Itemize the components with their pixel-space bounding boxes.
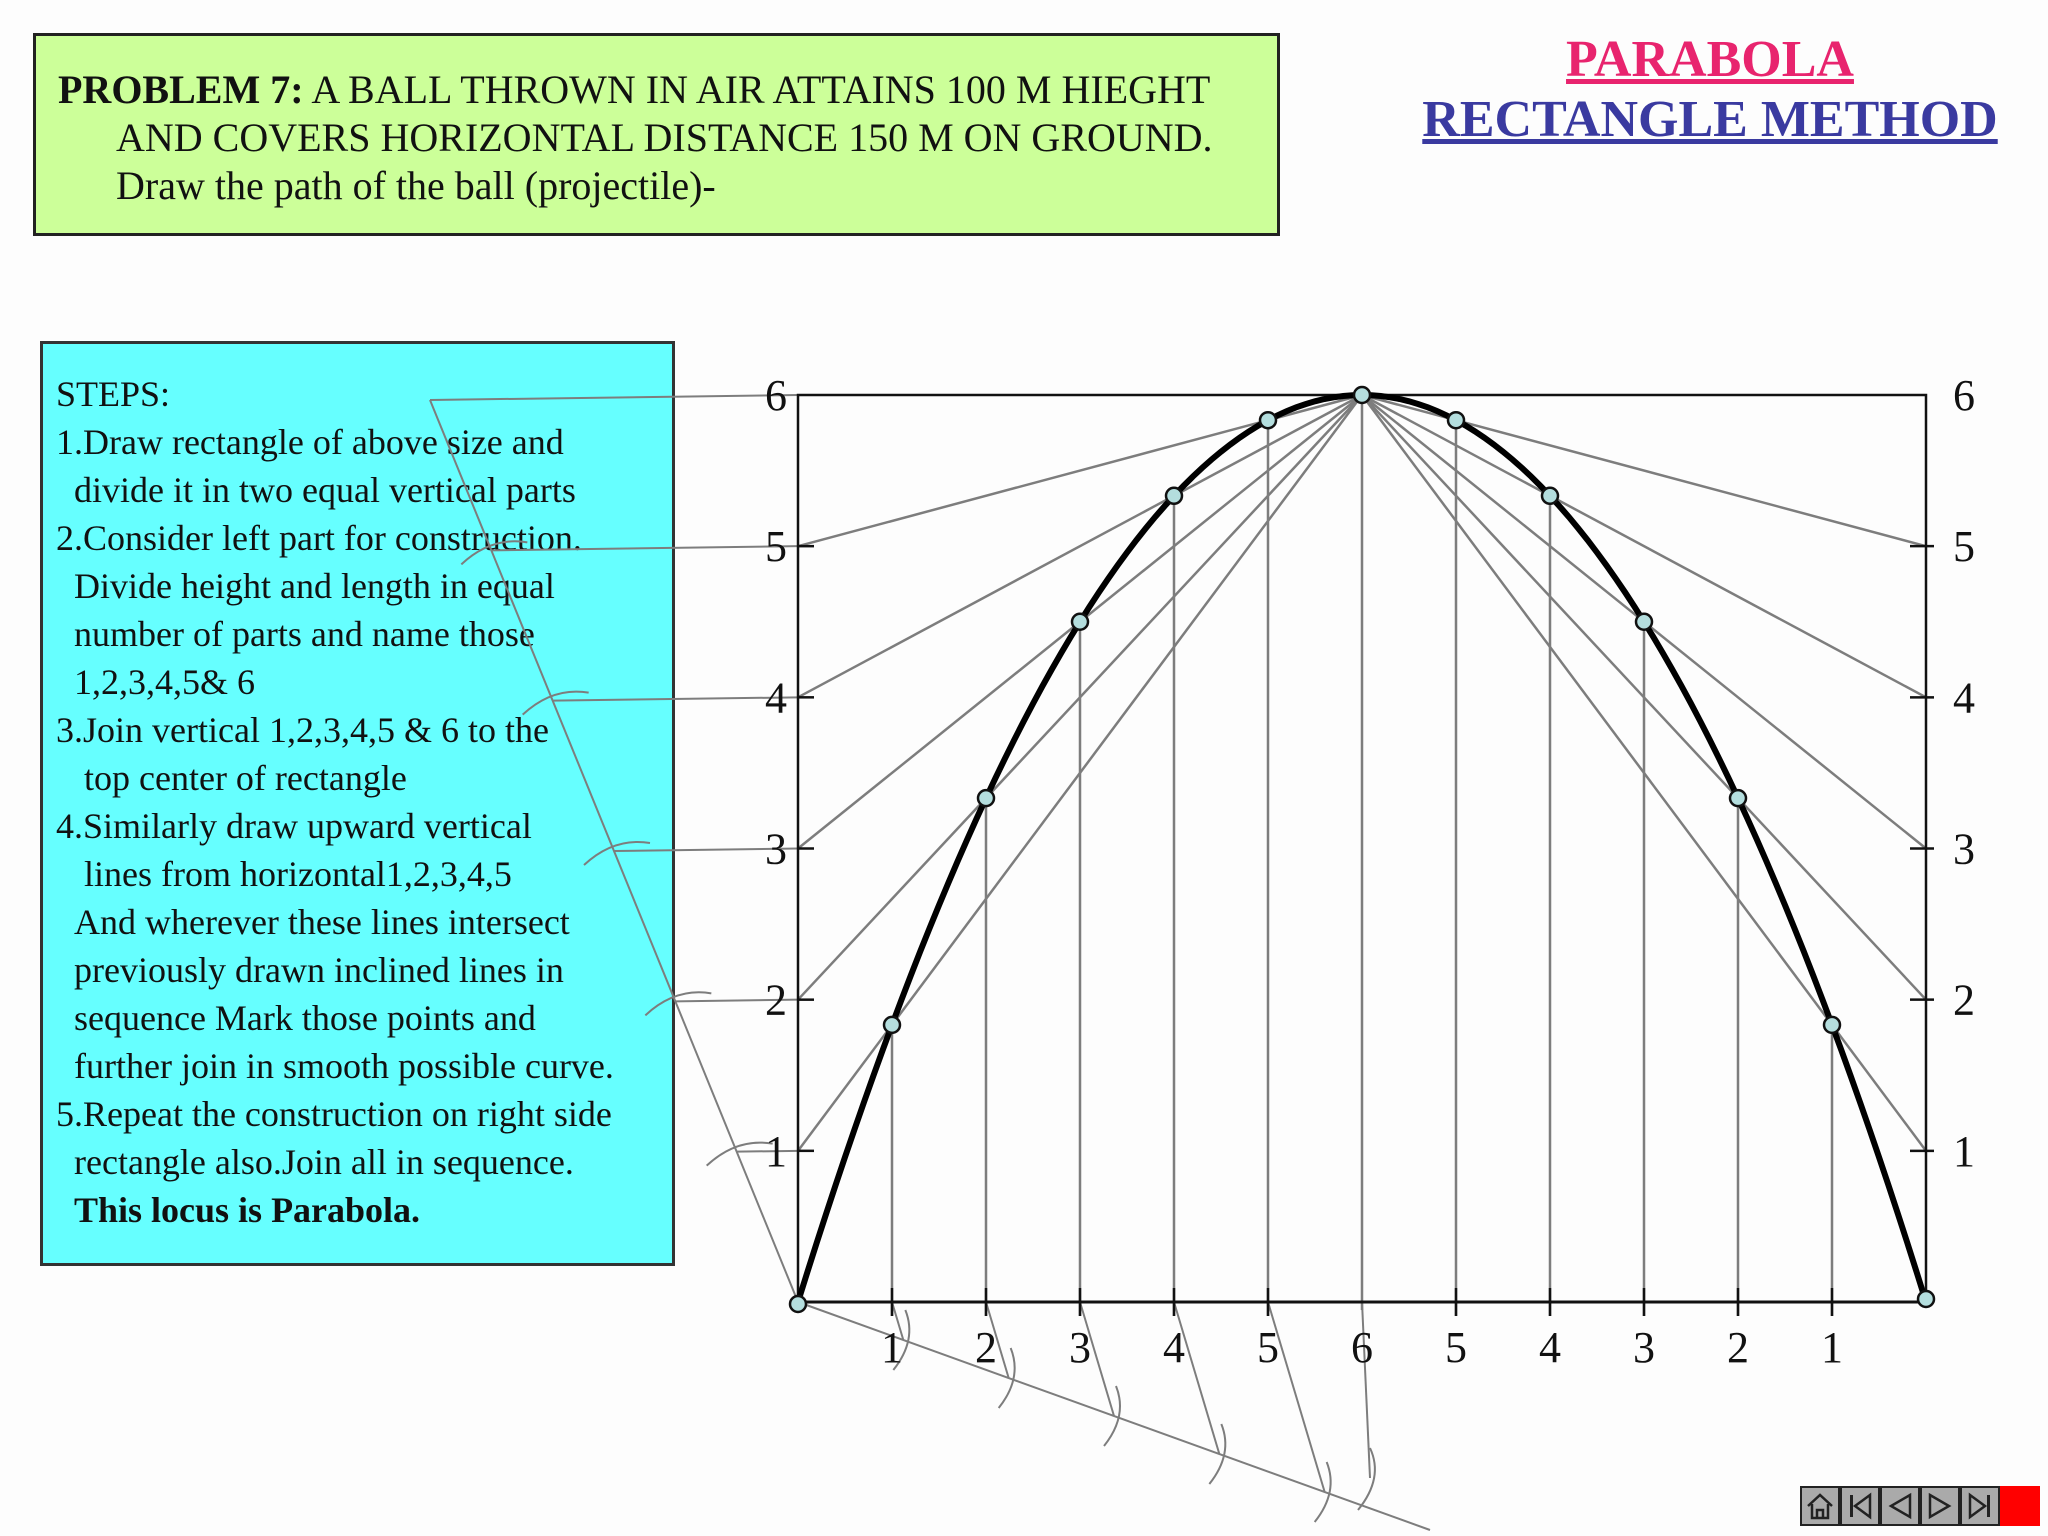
problem-label: PROBLEM 7: xyxy=(58,67,304,112)
locus-point xyxy=(1448,412,1464,428)
step-line: This locus is Parabola. xyxy=(74,1190,421,1230)
step-line: top center of rectangle xyxy=(84,758,407,798)
left-axis-label: 1 xyxy=(765,1126,787,1176)
problem-text-1: A BALL THROWN IN AIR ATTAINS 100 M HIEGHT xyxy=(303,67,1211,112)
locus-point xyxy=(1072,614,1088,630)
locus-point xyxy=(1166,488,1182,504)
step-line: further join in smooth possible curve. xyxy=(74,1046,614,1086)
division-labels xyxy=(765,371,1975,1372)
first-slide-icon xyxy=(1845,1491,1875,1521)
bottom-axis-label: 2 xyxy=(975,1323,997,1372)
left-axis-label: 2 xyxy=(765,975,787,1025)
last-slide-icon xyxy=(1965,1491,1995,1521)
arc-mark xyxy=(461,541,527,564)
step-line: previously drawn inclined lines in xyxy=(74,950,564,990)
start-point xyxy=(790,1296,806,1312)
projection-line xyxy=(491,546,798,550)
locus-point xyxy=(1730,790,1746,806)
step-line: 5.Repeat the construction on right side xyxy=(56,1094,612,1134)
bottom-axis-label: 1 xyxy=(1821,1323,1843,1372)
last-slide-button[interactable] xyxy=(1960,1486,2000,1526)
arc-mark xyxy=(523,692,589,715)
left-axis-label: 4 xyxy=(765,673,787,723)
home-icon xyxy=(1805,1491,1835,1521)
step-line: lines from horizontal1,2,3,4,5 xyxy=(84,854,512,894)
step-line: 1,2,3,4,5& 6 xyxy=(74,662,256,702)
stop-button[interactable] xyxy=(2000,1486,2040,1526)
projection-line xyxy=(430,395,798,400)
bottom-axis-label: 5 xyxy=(1257,1323,1279,1372)
title-line-2: RECTANGLE METHOD xyxy=(1422,91,1998,148)
bottom-axis-label: 3 xyxy=(1633,1323,1655,1372)
step-line: And wherever these lines intersect xyxy=(74,902,570,942)
step-line: 2.Consider left part for construction. xyxy=(56,518,582,558)
bottom-axis-label: 6 xyxy=(1351,1323,1373,1372)
locus-point xyxy=(1636,614,1652,630)
locus-point xyxy=(978,790,994,806)
bottom-axis-label: 2 xyxy=(1727,1323,1749,1372)
stop-icon xyxy=(2005,1491,2035,1521)
right-axis-label: 3 xyxy=(1953,824,1975,874)
step-line: 3.Join vertical 1,2,3,4,5 & 6 to the xyxy=(56,710,549,750)
bottom-axis-label: 3 xyxy=(1069,1323,1091,1372)
step-line: sequence Mark those points and xyxy=(74,998,536,1038)
left-axis-label: 5 xyxy=(765,522,787,572)
right-axis-label: 6 xyxy=(1953,371,1975,420)
step-line: number of parts and name those xyxy=(74,614,535,654)
arc-mark xyxy=(645,992,711,1015)
previous-slide-button[interactable] xyxy=(1880,1486,1920,1526)
right-axis-label: 4 xyxy=(1953,673,1975,723)
next-slide-button[interactable] xyxy=(1920,1486,1960,1526)
slide-navigation xyxy=(1800,1486,2040,1526)
bottom-axis-label: 4 xyxy=(1163,1323,1185,1372)
title-line-1: PARABOLA xyxy=(1566,31,1854,88)
next-slide-icon xyxy=(1925,1491,1955,1521)
arc-mark xyxy=(1358,1448,1375,1510)
step-line: 1.Draw rectangle of above size and xyxy=(56,422,564,462)
step-line: divide it in two equal vertical parts xyxy=(74,470,576,510)
right-axis-label: 5 xyxy=(1953,522,1975,572)
arc-mark xyxy=(584,842,650,865)
right-axis-label: 2 xyxy=(1953,975,1975,1025)
end-point xyxy=(1918,1291,1934,1307)
apex-point xyxy=(1354,387,1370,403)
arc-mark xyxy=(707,1143,773,1166)
home-button[interactable] xyxy=(1800,1486,1840,1526)
step-line: STEPS: xyxy=(56,374,171,414)
locus-point xyxy=(1260,412,1276,428)
step-line: Divide height and length in equal xyxy=(74,566,555,606)
problem-line-2: AND COVERS HORIZONTAL DISTANCE 150 M ON GROUND. xyxy=(116,115,1213,160)
locus-point xyxy=(884,1017,900,1033)
projection-line xyxy=(553,697,798,700)
locus-point xyxy=(1542,488,1558,504)
bottom-axis-label: 1 xyxy=(881,1323,903,1372)
problem-line-3: Draw the path of the ball (projectile)- xyxy=(116,163,716,208)
left-axis-label: 3 xyxy=(765,824,787,874)
step-line: 4.Similarly draw upward vertical xyxy=(56,806,532,846)
right-axis-label: 1 xyxy=(1953,1126,1975,1176)
first-slide-button[interactable] xyxy=(1840,1486,1880,1526)
step-line: rectangle also.Join all in sequence. xyxy=(74,1142,574,1182)
bottom-axis-label: 5 xyxy=(1445,1323,1467,1372)
left-axis-label: 6 xyxy=(765,371,787,420)
locus-point xyxy=(1824,1017,1840,1033)
previous-slide-icon xyxy=(1885,1491,1915,1521)
bottom-axis-label: 4 xyxy=(1539,1323,1561,1372)
